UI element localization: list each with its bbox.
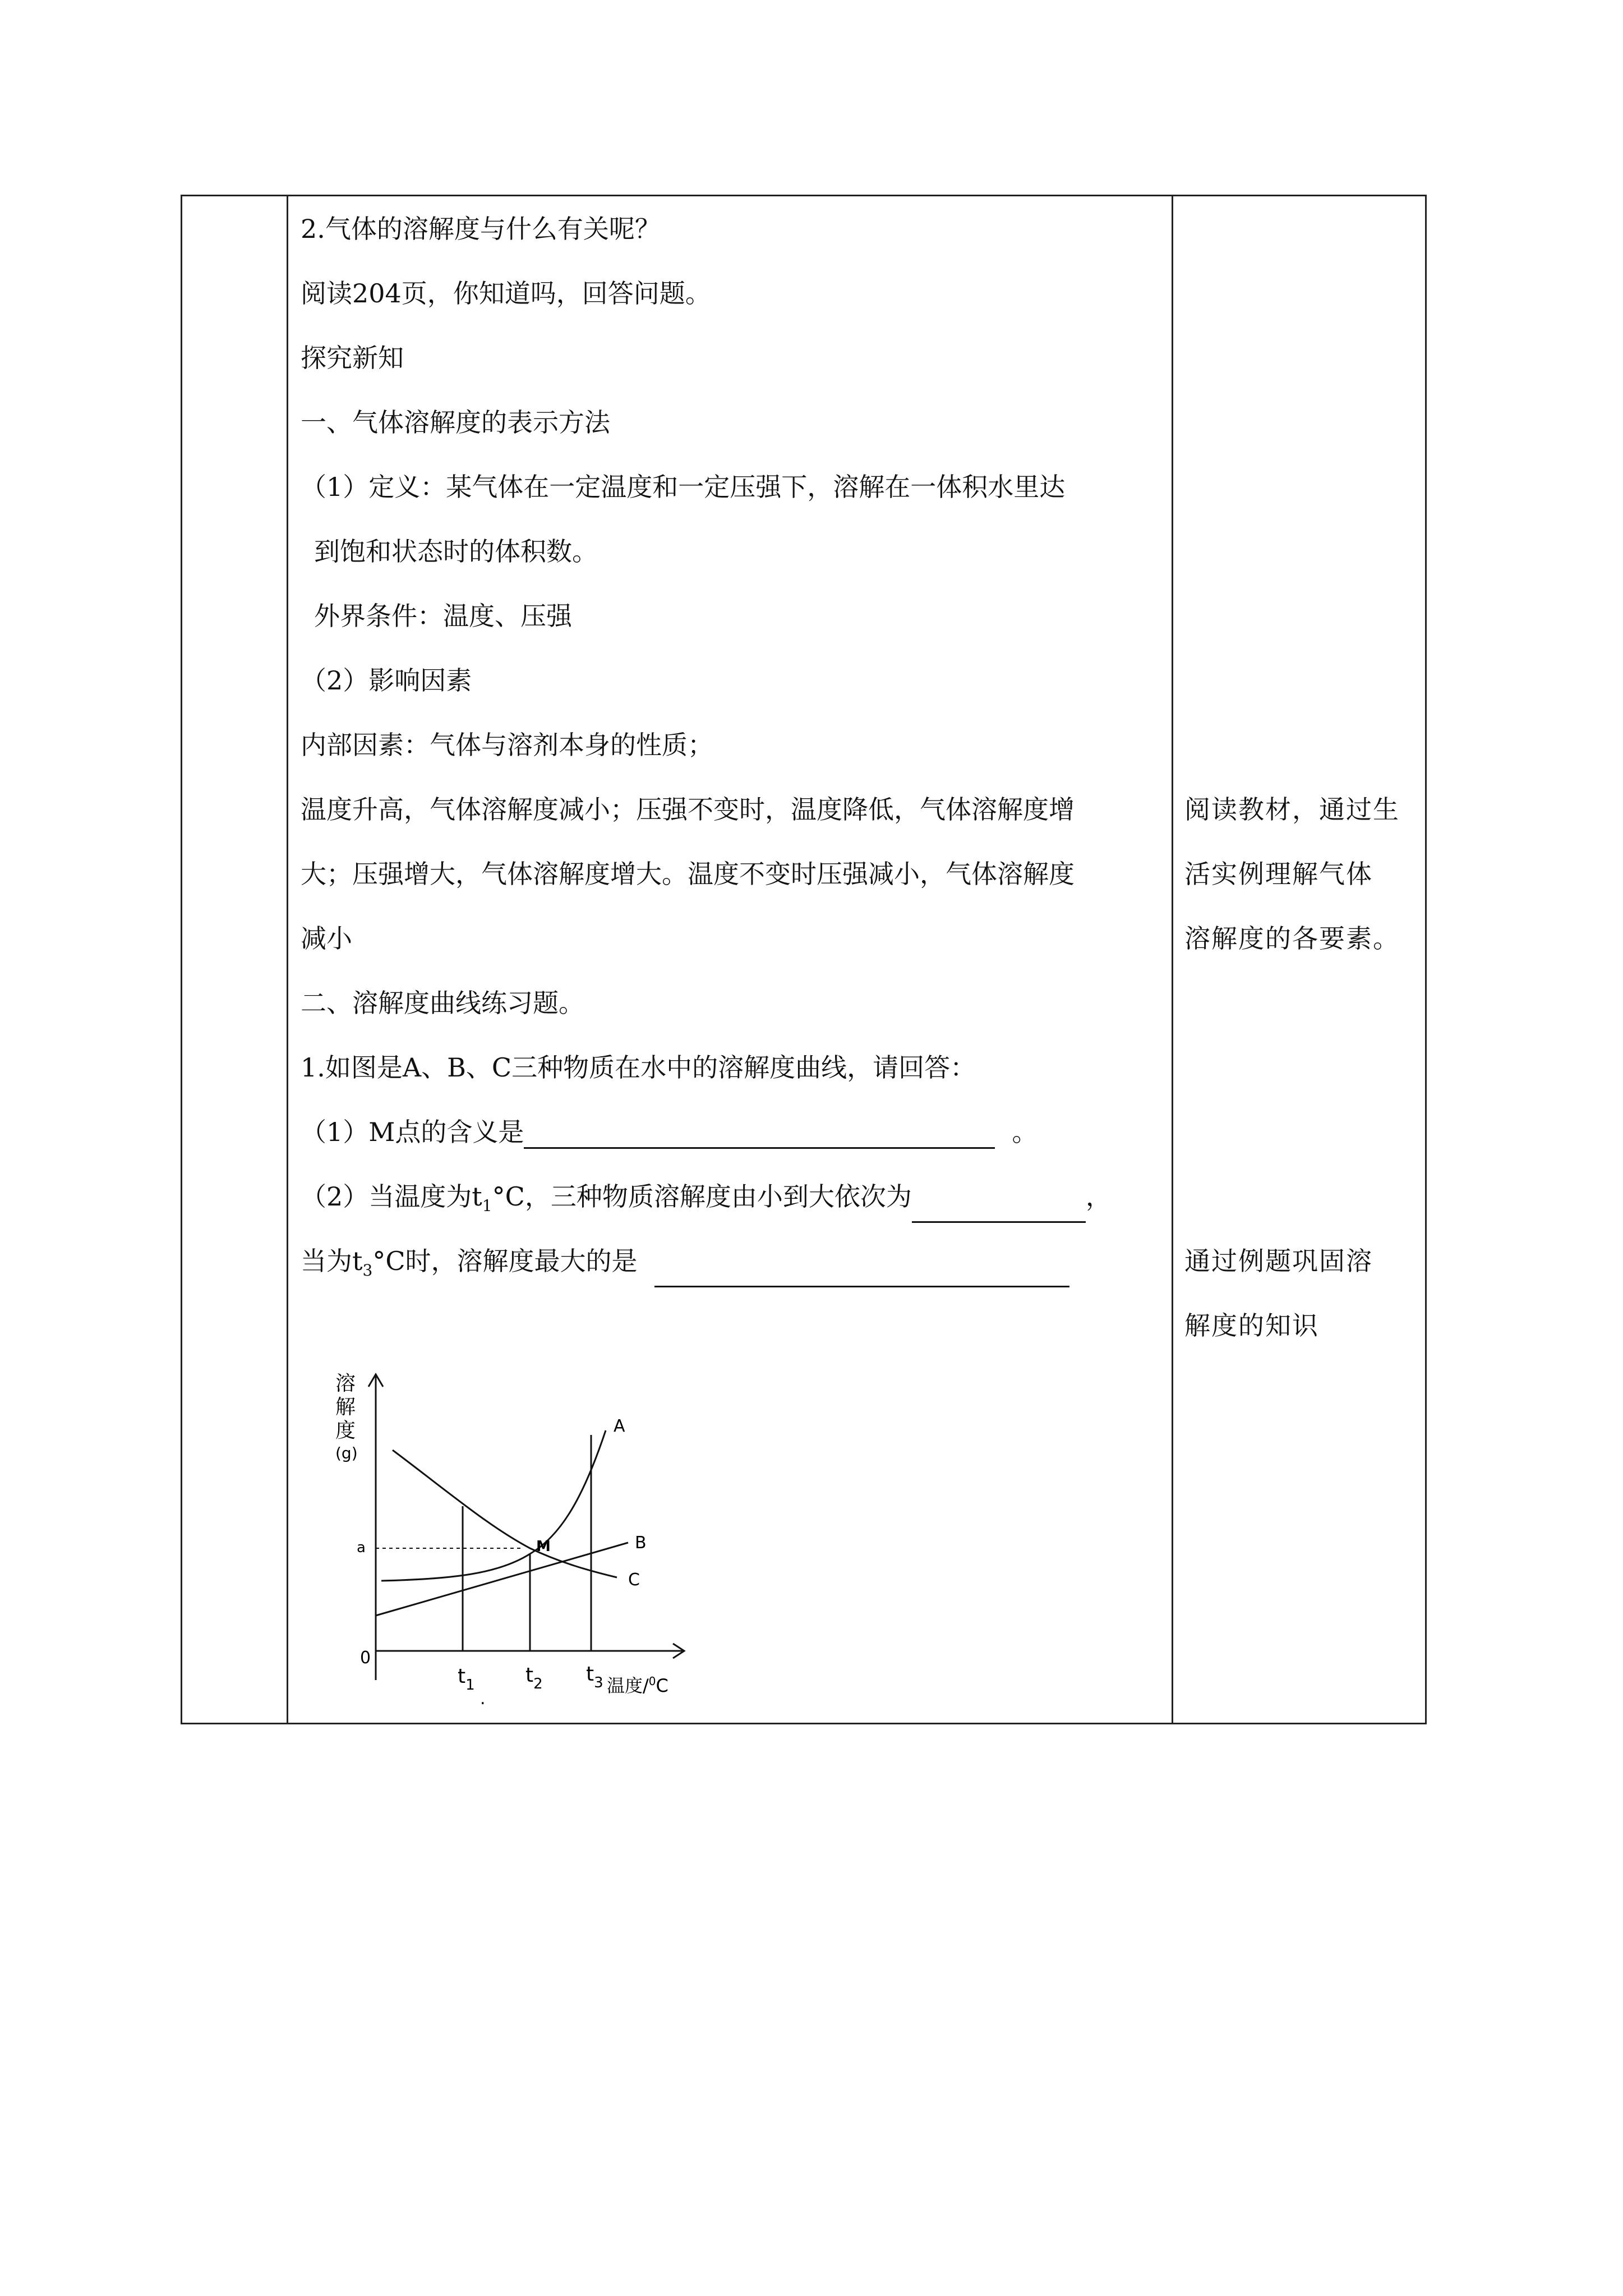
curve-C [393,1450,617,1577]
question-heading: 2.气体的溶解度与什么有关呢？ [301,214,661,244]
factors-heading: （2）影响因素 [301,665,472,696]
note-1-line-2: 活实例理解气体 [1184,859,1373,889]
note-2-line-1: 通过例题巩固溶 [1184,1246,1373,1276]
factors-text-1: 温度升高，气体溶解度减小；压强不变时，温度降低，气体溶解度增 [301,794,1075,825]
solubility-curve-chart [314,1358,707,1717]
x-axis-label: 温度/$^0$C [607,1674,668,1696]
question-2-comma: ， [1085,1181,1112,1212]
reading-instruction: 阅读204页，你知道吗，回答问题。 [301,278,711,309]
note-2-line-2: 解度的知识 [1184,1310,1319,1341]
factors-text-3: 减小 [301,923,352,954]
y-axis-label-3: 度 [335,1419,356,1442]
unit-celsius: °C [492,1181,525,1212]
question-1-prefix: （1）M点的含义是 [301,1117,524,1147]
section-title-2: 二、溶解度曲线练习题。 [301,988,584,1018]
section-title-1: 一、气体溶解度的表示方法 [301,407,610,438]
t3-label: $t_3$ [352,1246,373,1280]
definition-line-2: 到饱和状态时的体积数。 [314,536,598,567]
curve-label-C: C [628,1570,640,1590]
y-axis-label-unit: (g) [335,1444,358,1462]
exercise-intro: 1.如图是A、B、C三种物质在水中的溶解度曲线，请回答： [301,1052,976,1083]
question-1-suffix: 。 [1012,1117,1038,1147]
question-3-prefix: 当为 [301,1246,352,1276]
question-1 [301,1115,1038,1149]
x-tick-t1: $t_1$ [458,1665,475,1694]
column-divider-1 [287,196,288,1723]
curve-label-B: B [635,1533,647,1553]
internal-factors: 内部因素：气体与溶剂本身的性质； [301,730,713,760]
x-tick-t2: $t_2$ [525,1664,543,1692]
answer-blank-3[interactable] [654,1258,1069,1287]
unit-celsius: °C [372,1246,405,1276]
note-1-line-3: 溶解度的各要素。 [1184,923,1400,954]
column-divider-2 [1172,196,1173,1723]
external-conditions: 外界条件：温度、压强 [314,601,572,631]
section-label: 探究新知 [301,343,404,373]
t1-label: $t_1$ [472,1181,492,1216]
question-2-middle: ，三种物质溶解度由小到大依次为 [524,1181,912,1212]
question-2 [301,1180,1112,1223]
y-axis-label-2: 解 [335,1396,356,1419]
x-tick-t3: $t_3$ [586,1663,603,1691]
question-2-prefix: （2）当温度为 [301,1181,472,1212]
definition-line-1: （1）定义：某气体在一定温度和一定压强下，溶解在一体积水里达 [301,472,1066,502]
origin-label: 0 [360,1648,371,1668]
y-tick-a: a [357,1539,366,1556]
point-label-M: M [536,1538,551,1555]
dot-mark: . [480,1689,486,1709]
question-3-middle: 时，溶解度最大的是 [405,1246,638,1276]
y-axis-label-1: 溶 [335,1372,356,1395]
answer-blank-1[interactable] [524,1119,995,1149]
note-1-line-1: 阅读教材，通过生 [1184,794,1400,825]
factors-text-2: 大；压强增大，气体溶解度增大。温度不变时压强减小，气体溶解度 [301,859,1075,889]
curve-label-A: A [614,1416,625,1436]
answer-blank-2[interactable] [912,1193,1086,1223]
question-3 [301,1244,1069,1287]
